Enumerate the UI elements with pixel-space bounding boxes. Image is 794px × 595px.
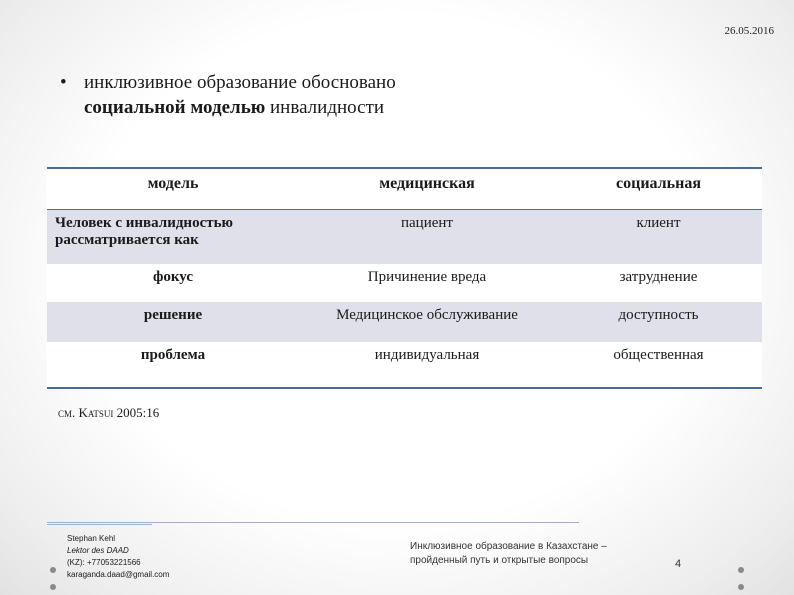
footer-title (410, 540, 607, 568)
citation-author: Katsui (78, 405, 114, 420)
header-social: социальная (555, 168, 762, 210)
author-email: karaganda.daad@gmail.com (67, 570, 170, 579)
row-medical: индивидуальная (299, 342, 555, 388)
slide-date: 26.05.2016 (724, 25, 774, 37)
author-phone: (KZ): +77053221566 (67, 558, 141, 567)
bullet-icon: • (60, 72, 67, 93)
bullet-line1: инклюзивное образование обосновано (84, 72, 396, 93)
row-medical: Причинение вреда (299, 264, 555, 302)
footer-divider (47, 522, 579, 523)
nav-dot-icon (738, 584, 744, 590)
row-social: клиент (555, 210, 762, 265)
table-header-row (47, 168, 762, 210)
header-medical: медицинская (299, 168, 555, 210)
row-label: фокус (47, 264, 299, 302)
author-name: Stephan Kehl (67, 534, 116, 543)
row-label: Человек с инвалидностью рассматривается как (47, 210, 299, 265)
citation-prefix: см. (58, 405, 79, 420)
page-number: 4 (675, 558, 682, 570)
author-role: Lektor des DAAD (67, 546, 129, 555)
row-medical: пациент (299, 210, 555, 265)
nav-dot-icon (738, 567, 744, 573)
bullet-rest: инвалидности (265, 97, 385, 118)
footer-title-line1: Инклюзивное образование в Казахстане – (410, 541, 607, 552)
table-row (47, 210, 762, 265)
bullet-bold-part: социальной моделью (84, 97, 266, 118)
table-row (47, 264, 762, 302)
row-label: проблема (47, 342, 299, 388)
nav-dot-icon (50, 584, 56, 590)
row-social: общественная (555, 342, 762, 388)
citation-ref: 2005:16 (113, 405, 160, 420)
header-model: модель (47, 168, 299, 210)
nav-dot-icon (50, 567, 56, 573)
row-medical: Медицинское обслуживание (299, 302, 555, 342)
row-label: решение (47, 302, 299, 342)
table-row (47, 302, 762, 342)
comparison-table (47, 167, 762, 389)
bullet-point (60, 70, 700, 120)
row-social: доступность (555, 302, 762, 342)
citation (58, 405, 159, 421)
row-social: затруднение (555, 264, 762, 302)
footer-divider-accent (47, 524, 152, 525)
footer-author-block (67, 533, 169, 581)
bullet-text (84, 70, 700, 120)
footer-title-line2: пройденный путь и открытые вопросы (410, 555, 589, 566)
table-row (47, 342, 762, 388)
